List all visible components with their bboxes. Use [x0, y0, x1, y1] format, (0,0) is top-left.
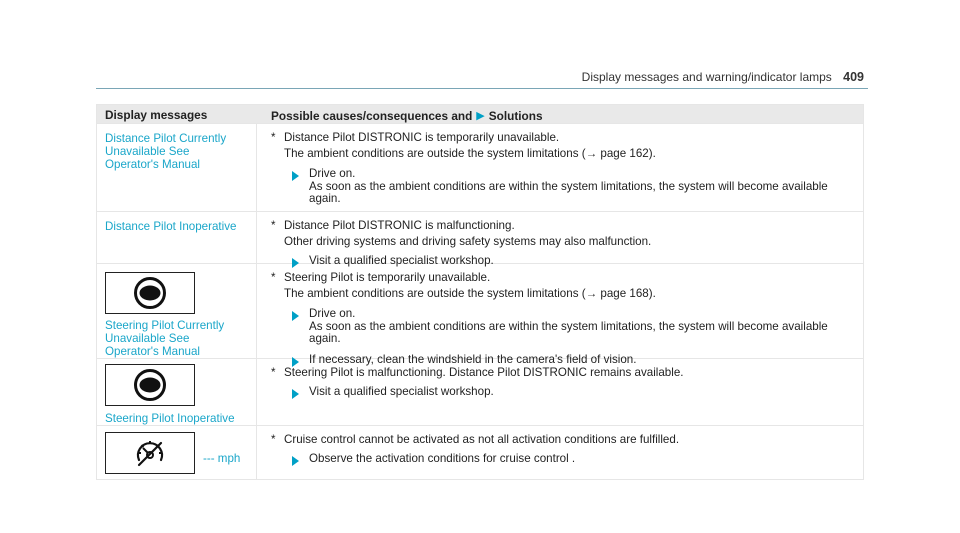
steering-wheel-icon — [133, 368, 167, 402]
solution-text: Observe the activation conditions for cruise control . — [309, 452, 576, 465]
cause-text: Distance Pilot DISTRONIC is malfunctioning. — [284, 219, 515, 232]
speedometer-crossed-icon — [132, 435, 168, 471]
display-message: Steering Pilot Currently Unavailable See Operator's Manual — [105, 319, 225, 358]
solution-text: If necessary, clean the windshield in the camera's field of vision. — [309, 352, 637, 366]
solution-text: Visit a qualified specialist workshop. — [309, 385, 494, 398]
message-cell — [97, 264, 257, 358]
speedometer-icon-box — [105, 432, 195, 474]
cause-cell — [257, 264, 863, 366]
cause-cell — [257, 359, 863, 425]
steering-wheel-icon — [133, 276, 167, 310]
cause-text: Cruise control cannot be activated as not all activation conditions are fulfilled. — [284, 433, 680, 446]
table-row — [97, 211, 863, 267]
display-message: --- mph — [203, 452, 241, 465]
solution-item — [271, 308, 855, 346]
cause-cell — [257, 426, 863, 479]
table-row — [97, 358, 863, 425]
cause-cell — [257, 212, 863, 267]
message-cell — [97, 426, 257, 479]
message-cell — [97, 359, 257, 425]
page-header-title: Display messages and warning/indicator lamps — [581, 70, 832, 84]
display-message: Steering Pilot Inoperative — [105, 412, 235, 425]
cause-text: Steering Pilot is temporarily unavailable. — [284, 271, 491, 284]
display-message: Distance Pilot Inoperative — [105, 220, 237, 233]
message-cell — [97, 124, 257, 211]
cause-text: Distance Pilot DISTRONIC is temporarily unavailable. — [284, 131, 560, 144]
col-header-causes-suffix: Solutions — [488, 109, 543, 123]
solution-text: Drive on. — [309, 167, 356, 180]
steering-wheel-icon-box — [105, 272, 195, 314]
solution-text: Visit a qualified specialist workshop. — [309, 254, 494, 267]
solution-arrow-icon: ▶ — [476, 109, 485, 122]
solution-item — [271, 168, 855, 206]
steering-wheel-icon-box — [105, 364, 195, 406]
cause-item: * Distance Pilot DISTRONIC is malfunctioning. — [271, 219, 515, 232]
col-header-messages: Display messages — [105, 108, 208, 122]
solution-arrow-icon — [292, 171, 299, 181]
cause-item: * Cruise control cannot be activated as not all activation conditions are fulfilled. — [271, 433, 680, 446]
header-rule — [96, 88, 868, 89]
cause-item: * Distance Pilot DISTRONIC is temporarily unavailable. — [271, 131, 560, 144]
message-cell — [97, 212, 257, 263]
col-header-causes-prefix: Possible causes/consequences and — [271, 109, 473, 123]
cause-item: * Steering Pilot is malfunctioning. Distance Pilot DISTRONIC remains available. — [271, 366, 684, 379]
display-message: Distance Pilot Currently Unavailable See Operator's Manual — [105, 132, 227, 171]
solution-arrow-icon — [292, 311, 299, 321]
table-row — [97, 263, 863, 366]
solution-text: Drive on. — [309, 307, 356, 320]
col-header-causes — [257, 105, 863, 123]
solution-text-cont: As soon as the ambient conditions are within the system limitations, the system will become available again. — [309, 179, 828, 205]
solution-arrow-icon — [292, 389, 299, 399]
page-header — [582, 70, 864, 84]
solution-arrow-icon — [292, 456, 299, 466]
table-row — [97, 425, 863, 479]
cause-detail: The ambient conditions are outside the system limitations (→ page 162). — [284, 147, 656, 160]
cause-cell — [257, 124, 863, 211]
solution-item — [271, 453, 855, 466]
cause-text: Steering Pilot is malfunctioning. Distance Pilot DISTRONIC remains available. — [284, 366, 684, 379]
solution-text-cont: As soon as the ambient conditions are within the system limitations, the system will become available again. — [309, 319, 828, 345]
solution-item — [271, 386, 855, 399]
page-number: 409 — [843, 70, 864, 84]
cause-detail: Other driving systems and driving safety systems may also malfunction. — [284, 235, 652, 248]
messages-table — [96, 104, 864, 480]
table-header — [97, 105, 863, 123]
table-row — [97, 123, 863, 211]
cause-detail: The ambient conditions are outside the system limitations (→ page 168). — [284, 287, 656, 300]
cause-item: * Steering Pilot is temporarily unavailable. — [271, 271, 491, 284]
